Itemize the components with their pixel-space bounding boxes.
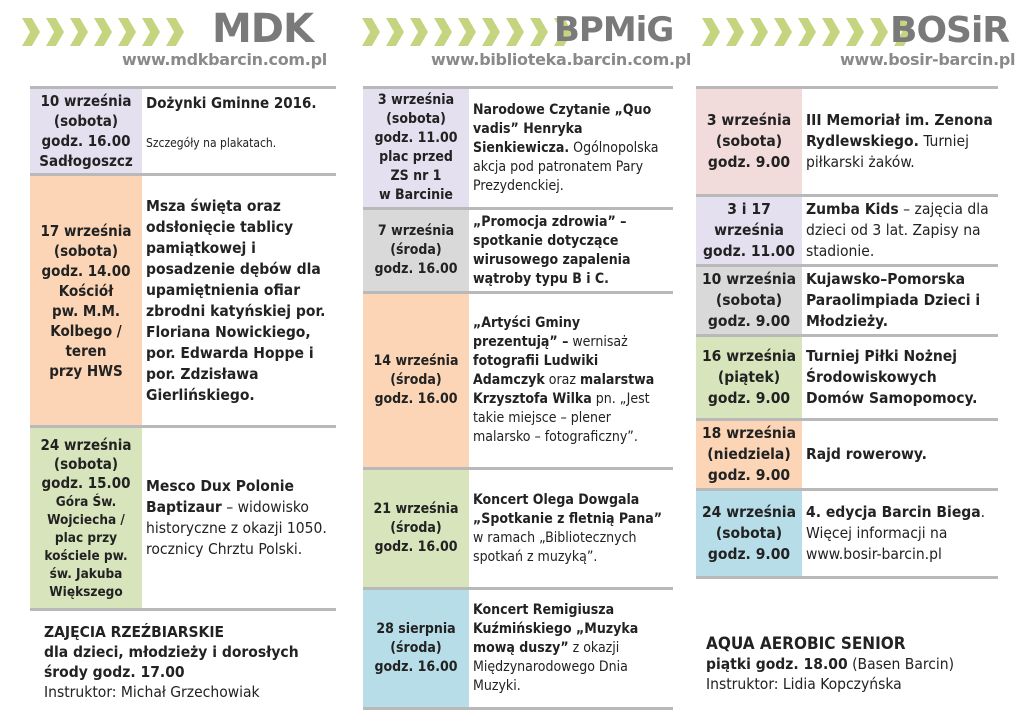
event-date: 21 września (środa) godz. 16.00 (363, 469, 469, 589)
table-row (696, 266, 998, 336)
event-description: 4. edycja Barcin Biega. Więcej informacji na www.bosir-barcin.pl (806, 503, 986, 563)
event-date: 28 sierpnia (środa) godz. 16.00 (363, 589, 469, 709)
event-description: „Artyści Gminy prezentują” – wernisaż fotografii Ludwiki Adamczyk oraz malarstwa Krzysztofa Wilka pn. „Jest takie miejsce – plener malarsko – fotograficzny”. (473, 315, 655, 445)
event-date: 16 września (piątek) godz. 9.00 (696, 336, 802, 420)
bpmig-header (340, 0, 692, 78)
bosir-header (680, 0, 1024, 78)
chevron-decoration (22, 18, 184, 46)
mdk-column (0, 0, 340, 701)
chevron-decoration (362, 18, 572, 46)
bosir-url[interactable]: www.bosir-barcin.pl (840, 50, 1016, 69)
event-date: 18 września (niedziela) godz. 9.00 (696, 420, 802, 490)
bpmig-events-table (363, 86, 673, 710)
event-description: III Memoriał im. Zenona Rydlewskiego. Turniej piłkarski żaków. (806, 111, 993, 171)
mdk-url[interactable]: www.mdkbarcin.com.pl (122, 50, 327, 69)
bosir-column (680, 0, 1024, 693)
event-description: Koncert Remigiusza Kuźmińskiego „Muzyka mową duszy” z okazji Międzynarodowego Dnia Muzyki. (473, 602, 639, 694)
event-date: 3 września (sobota) godz. 9.00 (696, 88, 802, 196)
bpmig-column (340, 0, 692, 694)
bpmig-url[interactable]: www.biblioteka.barcin.com.pl (431, 50, 692, 69)
table-row (696, 336, 998, 420)
table-row (696, 88, 998, 196)
event-date: 24 września (sobota) godz. 9.00 (696, 490, 802, 578)
table-row (30, 175, 336, 427)
mdk-events-table (30, 86, 336, 611)
aqua-aerobic-info: AQUA AEROBIC SENIOR piątki godz. 18.00 (Basen Barcin) Instruktor: Lidia Kopczyńska (706, 634, 955, 693)
table-row (363, 88, 673, 209)
event-description: Narodowe Czytanie „Quo vadis” Henryka Sienkiewicza. Ogólnopolska akcja pod patronatem Pary Prezydenckiej. (473, 101, 659, 194)
chevron-decoration (702, 18, 912, 46)
event-description: Dożynki Gminne 2016. Szczegóły na plakatach. (146, 94, 317, 150)
table-row (30, 88, 336, 175)
event-date: 3 i 17 września godz. 11.00 (696, 196, 802, 266)
event-description: Mesco Dux Polonie Baptizaur – widowisko historyczne z okazji 1050. rocznicy Chrztu Polski. (146, 477, 327, 558)
event-date: 10 września (sobota) godz. 9.00 (696, 266, 802, 336)
mdk-logo: MDK (212, 6, 314, 52)
table-row (696, 420, 998, 490)
bosir-events-table (696, 86, 998, 579)
event-date: 3 września (sobota) godz. 11.00 plac przed ZS nr 1 w Barcinie (363, 88, 469, 209)
table-row (696, 196, 998, 266)
bpmig-logo: BPMiG (554, 10, 674, 50)
event-date: 10 września (sobota) godz. 16.00 Sadłogoszcz (30, 88, 142, 175)
sculpture-workshop-info: ZAJĘCIA RZEŹBIARSKIE dla dzieci, młodzieży i dorosłych środy godz. 17.00 Instruktor: Michał Grzechowiak (44, 623, 299, 701)
event-description: „Promocja zdrowia” – spotkanie dotyczące wirusowego zapalenia wątroby typu B i C. (473, 213, 631, 287)
event-description: Kujawsko–Pomorska Paraolimpiada Dzieci i Młodzieży. (806, 270, 981, 330)
table-row (363, 209, 673, 293)
event-date: 14 września (środa) godz. 16.00 (363, 293, 469, 469)
table-row (30, 427, 336, 610)
table-row (696, 490, 998, 578)
table-row (363, 469, 673, 589)
mdk-header (0, 0, 340, 78)
event-date: 17 września (sobota) godz. 14.00 Kościół pw. M.M. Kolbego / teren przy HWS (30, 175, 142, 427)
table-row (363, 293, 673, 469)
event-description: Msza święta oraz odsłonięcie tablicy pamiątkowej i posadzenie dębów dla upamiętnienia ofiar zbrodni katyńskiej por. Floriana Nowickiego, por. Edwarda Hoppe i por. Zdzisława Gierlińskiego. (146, 196, 326, 404)
event-description: Rajd rowerowy. (806, 445, 927, 463)
event-description: Turniej Piłki Nożnej Środowiskowych Domów Samopomocy. (806, 347, 978, 407)
table-row (363, 589, 673, 709)
event-description: Koncert Olega Dowgala „Spotkanie z fletnią Pana” w ramach „Bibliotecznych spotkań z muzyką”. (473, 491, 662, 565)
bosir-logo: BOSiR (890, 10, 1010, 51)
event-date: 7 września (środa) godz. 16.00 (363, 209, 469, 293)
event-description: Zumba Kids – zajęcia dla dzieci od 3 lat. Zapisy na stadionie. (806, 200, 989, 260)
event-date: 24 września (sobota) godz. 15.00 Góra Św. Wojciecha / plac przy kościele pw. św. Jakuba Większego (30, 427, 142, 610)
